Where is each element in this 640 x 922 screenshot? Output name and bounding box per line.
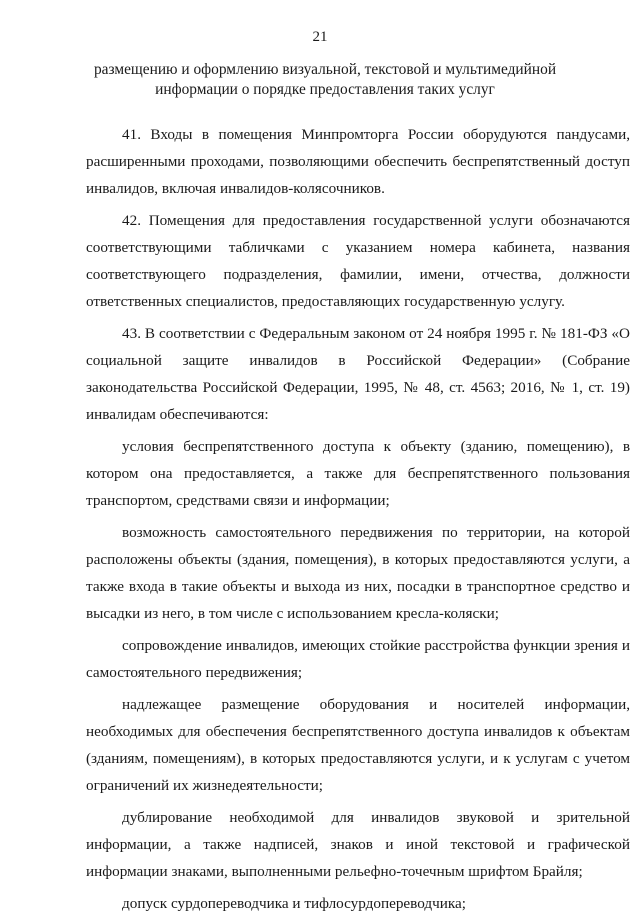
- body-text: [86, 121, 630, 922]
- paragraph: 42. Помещения для предоставления государственной услуги обозначаются соответствующими табличками с указанием номера кабинета, названия соответствующего подразделения, фамилии, имени, отчества, должности ответственных специалистов, предоставляющих государственную услугу.: [86, 212, 630, 310]
- paragraph: возможность самостоятельного передвижения по территории, на которой расположены объекты (здания, помещения), в которых предоставляются услуги, а также входа в такие объекты и выхода из них, посадки в транспортное средство и высадки из него, в том числе с использованием кресла-коляски;: [86, 524, 630, 622]
- paragraph: сопровождение инвалидов, имеющих стойкие расстройства функции зрения и самостоятельного передвижения;: [86, 637, 630, 681]
- paragraph: условия беспрепятственного доступа к объекту (зданию, помещению), в котором она предоставляется, а также для беспрепятственного пользования транспортом, средствами связи и информации;: [86, 438, 630, 509]
- paragraph: дублирование необходимой для инвалидов звуковой и зрительной информации, а также надписей, знаков и иной текстовой и графической информации знаками, выполненными рельефно-точечным шрифтом Брайля;: [86, 809, 630, 880]
- paragraph: 41. Входы в помещения Минпромторга России оборудуются пандусами, расширенными проходами, позволяющими обеспечить беспрепятственный доступ инвалидов, включая инвалидов-колясочников.: [86, 126, 630, 197]
- section-heading: размещению и оформлению визуальной, текстовой и мультимедийной информации о порядке предоставления таких услуг: [93, 61, 557, 98]
- paragraph: надлежащее размещение оборудования и носителей информации, необходимых для обеспечения беспрепятственного доступа инвалидов к объектам (зданиям, помещениям), в которых предоставляются услуги, и к услугам с учетом ограничений их жизнедеятельности;: [86, 696, 630, 794]
- paragraph: допуск сурдопереводчика и тифлосурдопереводчика;: [122, 895, 466, 912]
- page-number: 21: [312, 29, 328, 45]
- paragraph: 43. В соответствии с Федеральным законом от 24 ноября 1995 г. № 181-ФЗ «О социальной защите инвалидов в Российской Федерации» (Собрание законодательства Российской Федерации, 1995, № 48, ст. 4563; 2016, № 1, ст. 19) инвалидам обеспечиваются:: [86, 325, 630, 423]
